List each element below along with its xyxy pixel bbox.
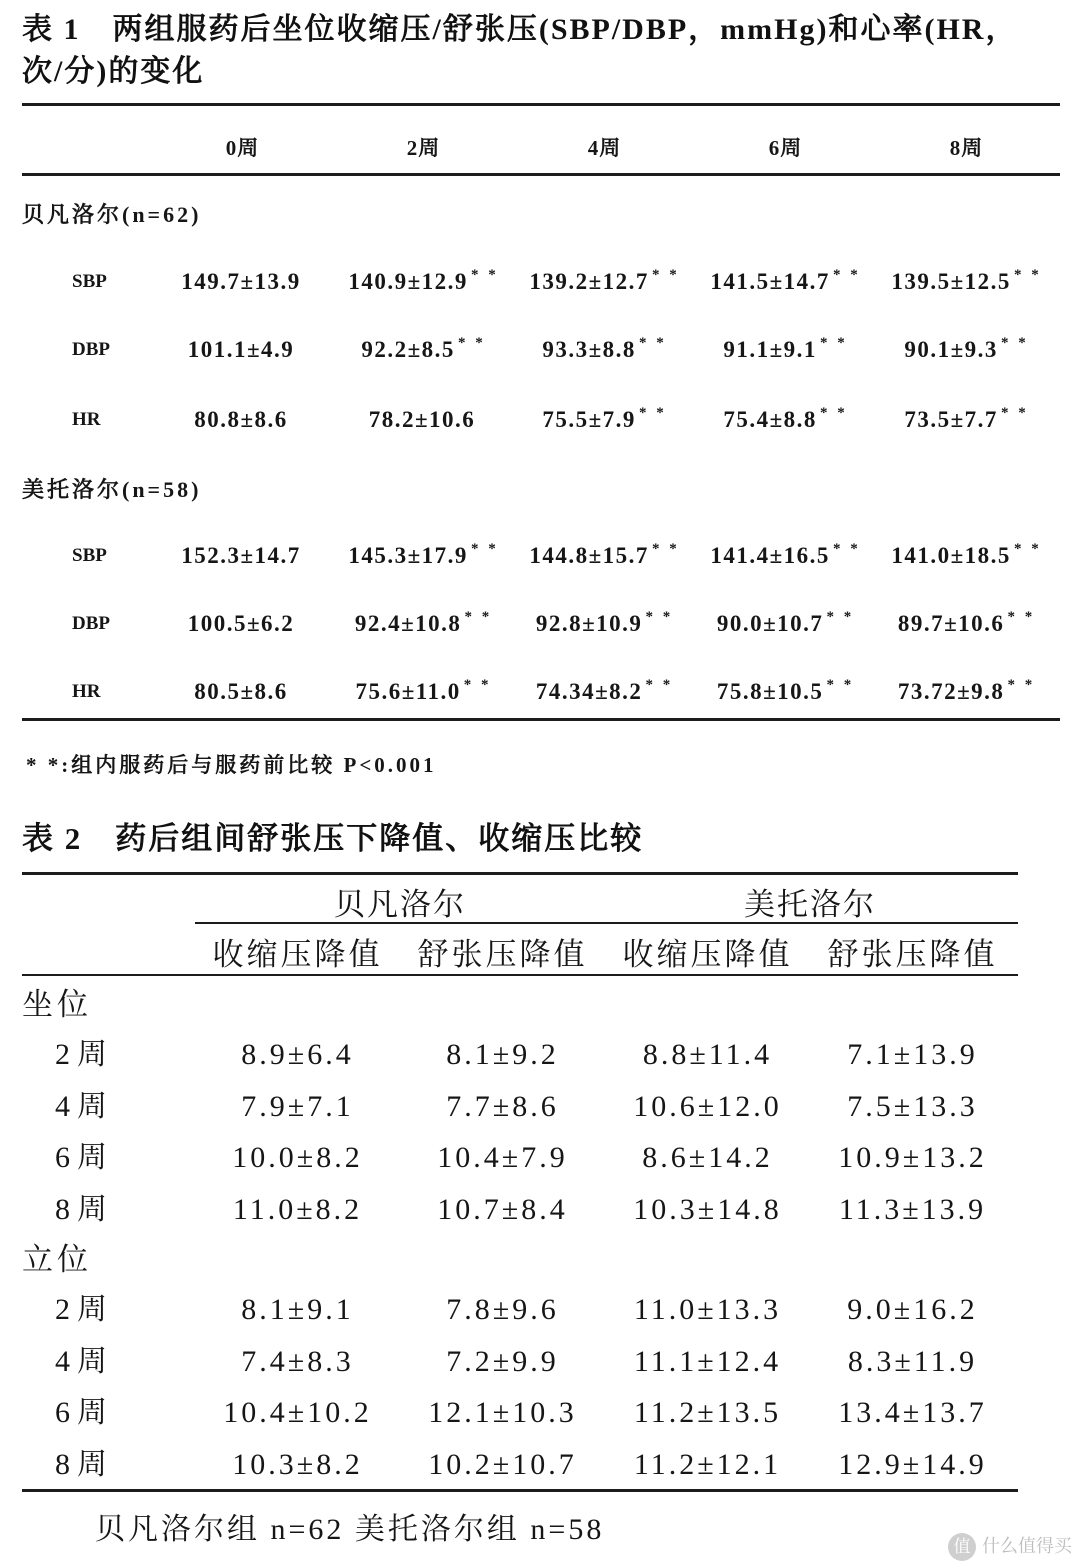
cell-value: 89.7±10.6 <box>897 611 1005 636</box>
table1-row <box>0 400 1080 440</box>
cell-value: 73.5±7.7 <box>904 407 998 432</box>
cell-value: 73.72±9.8 <box>897 679 1005 704</box>
significance-mark: * * <box>645 677 674 693</box>
table-cell: 12.9±14.9 <box>838 1448 987 1481</box>
table-cell <box>152 536 333 576</box>
significance-mark: * * <box>1007 609 1036 625</box>
table2-row <box>0 1340 1080 1384</box>
cell-value: 141.5±14.7 <box>710 269 830 294</box>
table-cell: 10.7±8.4 <box>437 1193 568 1226</box>
table1-title-line1: 表 1 两组服药后坐位收缩压/舒张压(SBP/DBP，mmHg)和心率(HR， <box>22 13 1018 46</box>
table-cell <box>152 604 333 644</box>
table-cell <box>333 400 514 440</box>
table-cell <box>514 262 695 302</box>
table-cell: 7.9±7.1 <box>241 1090 354 1123</box>
row-label: 6周 <box>55 1396 114 1429</box>
table-cell: 7.1±13.9 <box>847 1038 978 1071</box>
table-cell <box>333 262 514 302</box>
subcolumn-header: 舒张压降值 <box>417 937 588 972</box>
table-cell: 10.4±10.2 <box>223 1396 372 1429</box>
table2-row <box>0 1188 1080 1232</box>
significance-mark: * * <box>457 335 486 351</box>
cell-value: 75.5±7.9 <box>542 407 636 432</box>
table-cell: 8.6±14.2 <box>642 1141 773 1174</box>
table-cell <box>152 330 333 370</box>
table-cell <box>333 330 514 370</box>
cell-value: 141.0±18.5 <box>891 543 1011 568</box>
table-cell <box>695 400 876 440</box>
table-cell <box>695 604 876 644</box>
cell-value: 100.5±6.2 <box>187 611 295 636</box>
table-cell: 8.8±11.4 <box>642 1038 773 1071</box>
cell-value: 140.9±12.9 <box>348 269 468 294</box>
table2-row <box>0 1085 1080 1129</box>
cell-value: 75.4±8.8 <box>723 407 817 432</box>
significance-mark: * * <box>645 609 674 625</box>
table-cell: 11.0±13.3 <box>633 1293 782 1326</box>
table-cell <box>695 330 876 370</box>
significance-mark: * * <box>470 541 499 557</box>
table2-header-rule <box>22 974 1018 976</box>
table-cell <box>695 262 876 302</box>
cell-value: 74.34±8.2 <box>535 679 643 704</box>
table2-top-rule <box>22 872 1018 875</box>
significance-mark: * * <box>651 267 680 283</box>
significance-mark: * * <box>638 405 667 421</box>
row-label: HR <box>72 409 101 430</box>
cell-value: 144.8±15.7 <box>529 543 649 568</box>
cell-value: 139.2±12.7 <box>529 269 649 294</box>
cell-value: 149.7±13.9 <box>181 269 301 294</box>
significance-mark: * * <box>1007 677 1036 693</box>
table-cell: 10.6±12.0 <box>633 1090 782 1123</box>
subcolumn-header: 收缩压降值 <box>622 937 793 972</box>
cell-value: 92.8±10.9 <box>535 611 643 636</box>
significance-mark: * * <box>826 677 855 693</box>
significance-mark: * * <box>1013 541 1042 557</box>
row-label: 4周 <box>55 1345 114 1378</box>
table2-subheader-corner <box>0 935 195 975</box>
column-header-week-6: 6周 <box>768 136 803 160</box>
table-cell: 7.2±9.9 <box>446 1345 559 1378</box>
significance-mark: * * <box>464 609 493 625</box>
table2-row <box>0 1391 1080 1435</box>
table-cell: 10.2±10.7 <box>428 1448 577 1481</box>
row-label: DBP <box>72 339 110 360</box>
table-cell: 7.8±9.6 <box>446 1293 559 1326</box>
table-cell: 11.1±12.4 <box>633 1345 782 1378</box>
table-cell: 8.1±9.1 <box>241 1293 354 1326</box>
table2-row <box>0 1136 1080 1180</box>
table1-header-rule <box>22 173 1060 176</box>
significance-mark: * * <box>819 405 848 421</box>
cell-value: 90.0±10.7 <box>716 611 824 636</box>
table1-top-rule <box>22 103 1060 106</box>
table-cell: 11.0±8.2 <box>232 1193 363 1226</box>
row-label: 2周 <box>55 1038 114 1071</box>
table-cell <box>876 330 1057 370</box>
table-cell: 10.0±8.2 <box>232 1141 363 1174</box>
table1-row <box>0 672 1080 712</box>
table1-group-label: 贝凡洛尔(n=62) <box>22 202 202 227</box>
cell-value: 92.2±8.5 <box>361 337 455 362</box>
table-cell: 9.0±16.2 <box>847 1293 978 1326</box>
cell-value: 145.3±17.9 <box>348 543 468 568</box>
significance-mark: * * <box>832 541 861 557</box>
significance-mark: * * <box>470 267 499 283</box>
row-label: DBP <box>72 613 110 634</box>
table-cell: 8.9±6.4 <box>241 1038 354 1071</box>
table-cell <box>333 536 514 576</box>
cell-value: 90.1±9.3 <box>904 337 998 362</box>
table1-header-corner <box>0 128 152 168</box>
significance-mark: * * <box>1000 405 1029 421</box>
cell-value: 92.4±10.8 <box>354 611 462 636</box>
table2-title: 表 2 药后组间舒张压下降值、收缩压比较 <box>22 821 644 856</box>
column-header-week-4: 4周 <box>587 136 622 160</box>
table-cell: 8.3±11.9 <box>847 1345 978 1378</box>
table-cell <box>876 536 1057 576</box>
table1-row <box>0 536 1080 576</box>
table2-footer-note: 贝凡洛尔组 n=62 美托洛尔组 n=58 <box>95 1513 605 1546</box>
table-cell: 7.7±8.6 <box>446 1090 559 1123</box>
table1-row <box>0 262 1080 302</box>
table-cell: 10.3±8.2 <box>232 1448 363 1481</box>
subcolumn-header: 舒张压降值 <box>827 937 998 972</box>
table2-group-rule <box>195 922 1018 924</box>
table1-row <box>0 604 1080 644</box>
table2-row <box>0 1288 1080 1332</box>
row-label: 4周 <box>55 1090 114 1123</box>
cell-value: 101.1±4.9 <box>187 337 295 362</box>
column-header-week-2: 2周 <box>406 136 441 160</box>
table2-row <box>0 1033 1080 1077</box>
column-header-week-0: 0周 <box>225 136 260 160</box>
cell-value: 93.3±8.8 <box>542 337 636 362</box>
section-label-standing: 立位 <box>22 1242 92 1277</box>
table-cell <box>514 330 695 370</box>
table-cell <box>333 672 514 712</box>
significance-mark: * * <box>638 335 667 351</box>
significance-mark: * * <box>1000 335 1029 351</box>
significance-mark: * * <box>463 677 492 693</box>
table-cell <box>152 672 333 712</box>
row-label: 8周 <box>55 1448 114 1481</box>
table-cell <box>333 604 514 644</box>
row-label: 8周 <box>55 1193 114 1226</box>
table-cell: 7.5±13.3 <box>847 1090 978 1123</box>
table-cell: 12.1±10.3 <box>428 1396 577 1429</box>
table1-row <box>0 330 1080 370</box>
table2-header-corner <box>0 885 195 925</box>
cell-value: 91.1±9.1 <box>723 337 817 362</box>
subcolumn-header: 收缩压降值 <box>212 937 383 972</box>
table2-group-header-row <box>0 885 1080 925</box>
cell-value: 80.5±8.6 <box>194 679 288 704</box>
table1-header-row <box>0 128 1080 168</box>
table-cell <box>152 262 333 302</box>
significance-mark: * * <box>832 267 861 283</box>
table-cell <box>514 672 695 712</box>
table-cell <box>514 604 695 644</box>
table-cell: 10.4±7.9 <box>437 1141 568 1174</box>
table-cell: 13.4±13.7 <box>838 1396 987 1429</box>
table-cell <box>695 672 876 712</box>
table-cell <box>876 400 1057 440</box>
row-label: SBP <box>72 271 107 292</box>
cell-value: 152.3±14.7 <box>181 543 301 568</box>
table-cell <box>514 536 695 576</box>
significance-mark: * * <box>826 609 855 625</box>
table1-bottom-rule <box>22 718 1060 721</box>
significance-mark: * * <box>651 541 680 557</box>
group-header-metoprolol: 美托洛尔 <box>744 887 876 922</box>
section-label-sitting: 坐位 <box>22 987 92 1022</box>
table1-title-line2: 次/分)的变化 <box>22 55 205 88</box>
row-label: HR <box>72 681 101 702</box>
table1-footnote: * *:组内服药后与服药前比较 P<0.001 <box>26 753 437 777</box>
cell-value: 75.8±10.5 <box>716 679 824 704</box>
group-header-bevantolol: 贝凡洛尔 <box>334 887 466 922</box>
significance-mark: * * <box>819 335 848 351</box>
table-cell: 8.1±9.2 <box>446 1038 559 1071</box>
cell-value: 75.6±11.0 <box>355 679 461 704</box>
table-cell: 11.3±13.9 <box>838 1193 987 1226</box>
table2-bottom-rule <box>22 1489 1018 1492</box>
watermark-text: 什么值得买 <box>982 1536 1072 1557</box>
column-header-week-8: 8周 <box>949 136 984 160</box>
row-label: 6周 <box>55 1141 114 1174</box>
row-label: 2周 <box>55 1293 114 1326</box>
table-cell <box>152 400 333 440</box>
table-cell: 10.9±13.2 <box>838 1141 987 1174</box>
table-cell <box>876 262 1057 302</box>
table-cell <box>514 400 695 440</box>
table2-subheader-row <box>0 935 1080 975</box>
table-cell <box>695 536 876 576</box>
table-cell: 11.2±12.1 <box>633 1448 782 1481</box>
cell-value: 78.2±10.6 <box>368 407 476 432</box>
table-cell: 11.2±13.5 <box>633 1396 782 1429</box>
table2-row <box>0 1443 1080 1487</box>
table-cell <box>876 604 1057 644</box>
table-cell: 10.3±14.8 <box>633 1193 782 1226</box>
table-cell: 7.4±8.3 <box>241 1345 354 1378</box>
row-label: SBP <box>72 545 107 566</box>
table1-group-label: 美托洛尔(n=58) <box>22 477 202 502</box>
watermark-logo: 值 <box>948 1533 976 1561</box>
table-cell <box>876 672 1057 712</box>
significance-mark: * * <box>1013 267 1042 283</box>
cell-value: 80.8±8.6 <box>194 407 288 432</box>
cell-value: 139.5±12.5 <box>891 269 1011 294</box>
cell-value: 141.4±16.5 <box>710 543 830 568</box>
